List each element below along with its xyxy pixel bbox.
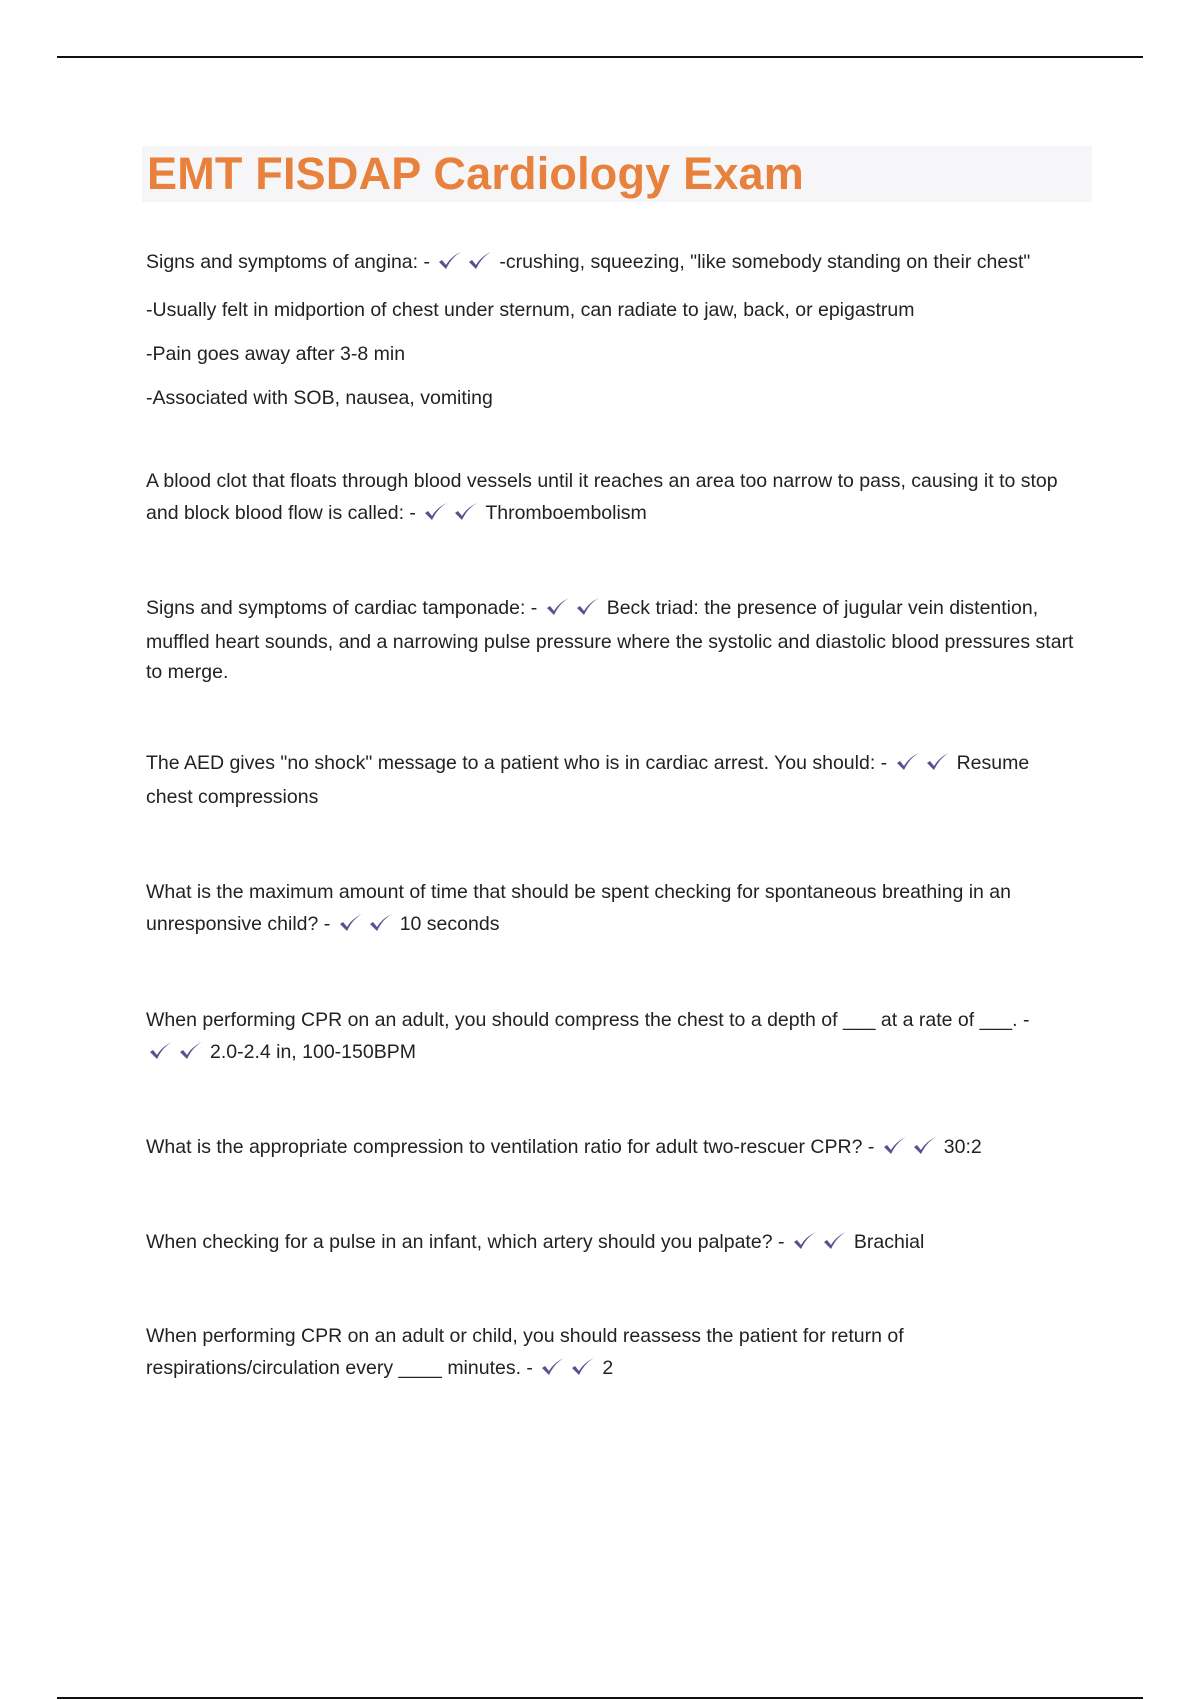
question-text: A blood clot that floats through blood vessels until it reaches an area too narrow to pass, causing it to stop and block blood flow is called: - — [146, 470, 1058, 524]
checkmark-icon — [925, 751, 951, 773]
answer-text: Resume chest compressions — [146, 752, 1030, 808]
qa-item-clot — [146, 465, 1076, 533]
answer-detail: -Usually felt in midportion of chest under sternum, can radiate to jaw, back, or epigastrum — [146, 299, 915, 321]
checkmark-pair — [148, 1040, 208, 1072]
checkmark-icon — [792, 1230, 818, 1252]
qa-item-breathing-check — [146, 876, 1076, 944]
checkmark-icon — [368, 912, 394, 934]
answer-detail: -Pain goes away after 3-8 min — [146, 343, 406, 365]
document-title: EMT FISDAP Cardiology Exam — [147, 148, 804, 199]
checkmark-icon — [575, 596, 601, 618]
checkmark-pair — [540, 1356, 600, 1388]
checkmark-pair — [882, 1135, 942, 1167]
checkmark-icon — [148, 1040, 174, 1062]
answer-detail: -Associated with SOB, nausea, vomiting — [146, 387, 493, 409]
checkmark-icon — [822, 1230, 848, 1252]
question-text: What is the appropriate compression to ventilation ratio for adult two-rescuer CPR? - — [146, 1136, 875, 1158]
checkmark-icon — [912, 1135, 938, 1157]
checkmark-icon — [882, 1135, 908, 1157]
checkmark-pair — [437, 250, 497, 282]
checkmark-pair — [338, 912, 398, 944]
question-text: When checking for a pulse in an infant, which artery should you palpate? - — [146, 1231, 785, 1253]
question-text: Signs and symptoms of angina: - — [146, 251, 430, 273]
qa-item-tamponade — [146, 593, 1076, 687]
checkmark-icon — [423, 501, 449, 523]
checkmark-pair — [792, 1230, 852, 1262]
qa-item-reassess-interval — [146, 1320, 1076, 1388]
qa-item-cpr-depth-rate — [146, 1004, 1076, 1072]
qa-item-compression-ratio — [146, 1131, 1076, 1167]
qa-list — [146, 246, 1076, 1388]
checkmark-icon — [545, 596, 571, 618]
top-rule — [57, 56, 1143, 58]
checkmark-icon — [467, 250, 493, 272]
qa-item-infant-pulse — [146, 1226, 1076, 1262]
answer-text: Thromboembolism — [485, 502, 647, 524]
checkmark-pair — [895, 751, 955, 782]
qa-item-angina — [146, 246, 1076, 282]
answer-text: -crushing, squeezing, "like somebody standing on their chest" — [499, 251, 1031, 273]
checkmark-icon — [540, 1356, 566, 1378]
answer-text: Brachial — [853, 1231, 925, 1253]
question-text: When performing CPR on an adult, you should compress the chest to a depth of ___ at a rate of ___. - — [146, 1009, 1030, 1031]
checkmark-icon — [178, 1040, 204, 1062]
answer-text: 2 — [602, 1357, 614, 1379]
checkmark-icon — [895, 751, 921, 773]
answer-text: 30:2 — [943, 1136, 982, 1158]
answer-text: 2.0-2.4 in, 100-150BPM — [210, 1041, 416, 1063]
question-text: When performing CPR on an adult or child, you should reassess the patient for return of respirations/circulation every ____ minutes. - — [146, 1325, 904, 1379]
answer-text: Beck triad: the presence of jugular vein distention, muffled heart sounds, and a narrowing pulse pressure where the systolic and diastolic blood pressures start to merge. — [146, 597, 1074, 683]
answer-text: 10 seconds — [399, 913, 500, 935]
checkmark-pair — [545, 596, 605, 627]
qa-item-aed — [146, 748, 1076, 812]
question-text: What is the maximum amount of time that should be spent checking for spontaneous breathing in an unresponsive child? - — [146, 881, 1011, 935]
question-text: The AED gives "no shock" message to a patient who is in cardiac arrest. You should: - — [146, 752, 888, 774]
checkmark-icon — [453, 501, 479, 523]
checkmark-icon — [338, 912, 364, 934]
question-text: Signs and symptoms of cardiac tamponade: - — [146, 597, 538, 619]
checkmark-icon — [437, 250, 463, 272]
checkmark-pair — [423, 501, 483, 533]
bottom-rule — [57, 1697, 1143, 1699]
checkmark-icon — [570, 1356, 596, 1378]
